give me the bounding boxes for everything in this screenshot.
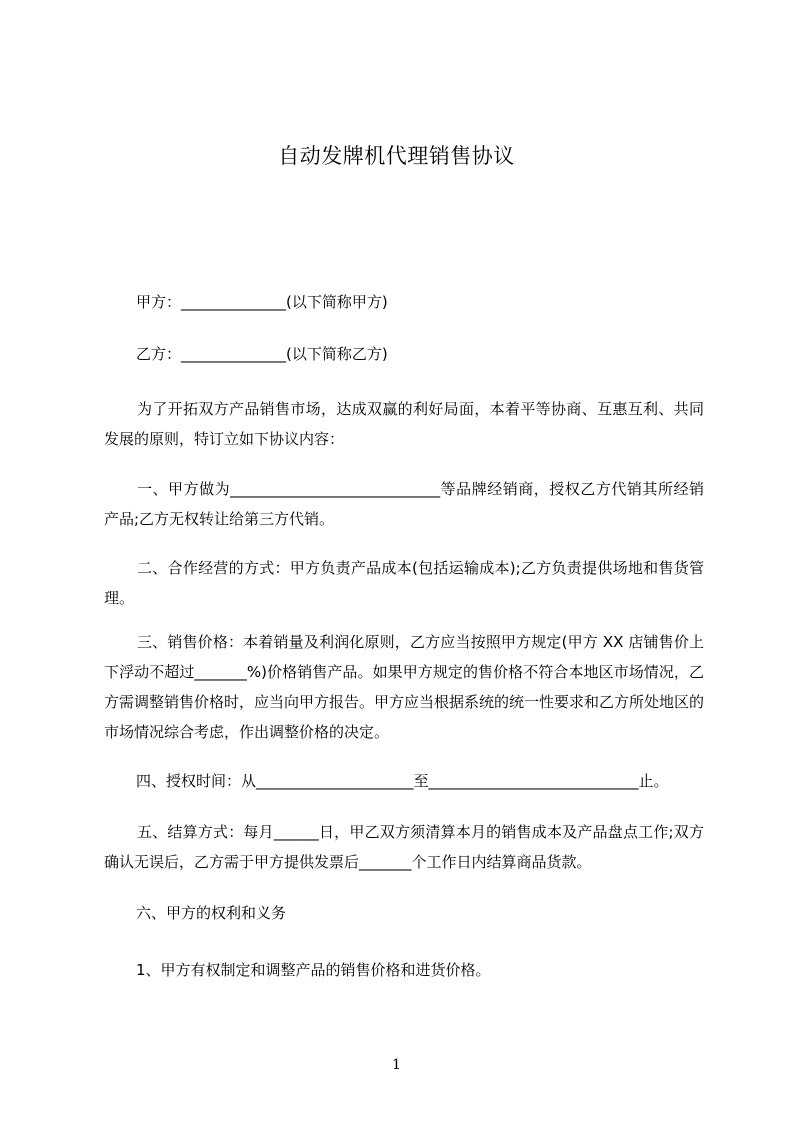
clause-6-heading: 六、甲方的权利和义务 — [136, 904, 287, 922]
page-number: 1 — [392, 1057, 401, 1073]
party-b-line: 乙方：______________(以下简称乙方) — [136, 345, 388, 363]
party-a-line: 甲方：______________(以下简称甲方) — [136, 293, 388, 311]
clause-5-paragraph: 五、结算方式：每月______日，甲乙双方须清算本月的销售成本及产品盘点工作;双方确认无误后，乙方需于甲方提供发票后_______个工作日内结算商品货款。 — [104, 823, 704, 871]
clause-4-line: 四、授权时间：从_____________________至____________________________止。 — [136, 772, 669, 790]
clause-2-paragraph: 二、合作经营的方式：甲方负责产品成本(包括运输成本);乙方负责提供场地和售货管理。 — [104, 559, 704, 607]
intro-paragraph: 为了开拓双方产品销售市场，达成双赢的利好局面，本着平等协商、互惠互利、共同发展的原则，特订立如下协议内容： — [104, 400, 704, 448]
document-title: 自动发牌机代理销售协议 — [278, 144, 515, 168]
clause-6-item-1: 1、甲方有权制定和调整产品的销售价格和进货价格。 — [136, 961, 491, 979]
clause-3-paragraph: 三、销售价格：本着销量及利润化原则，乙方应当按照甲方规定(甲方 XX 店铺售价上下浮动不超过_______%)价格销售产品。如果甲方规定的售价格不符合本地区市场情况，乙方需调整销售价格时，应当向甲方报告。甲方应当根据系统的统一性要求和乙方所处地区的市场情况综合考虑，作出调整价格的决定。 — [104, 633, 705, 741]
clause-1-paragraph: 一、甲方做为____________________________等品牌经销商，授权乙方代销其所经销产品;乙方无权转让给第三方代销。 — [104, 480, 704, 528]
